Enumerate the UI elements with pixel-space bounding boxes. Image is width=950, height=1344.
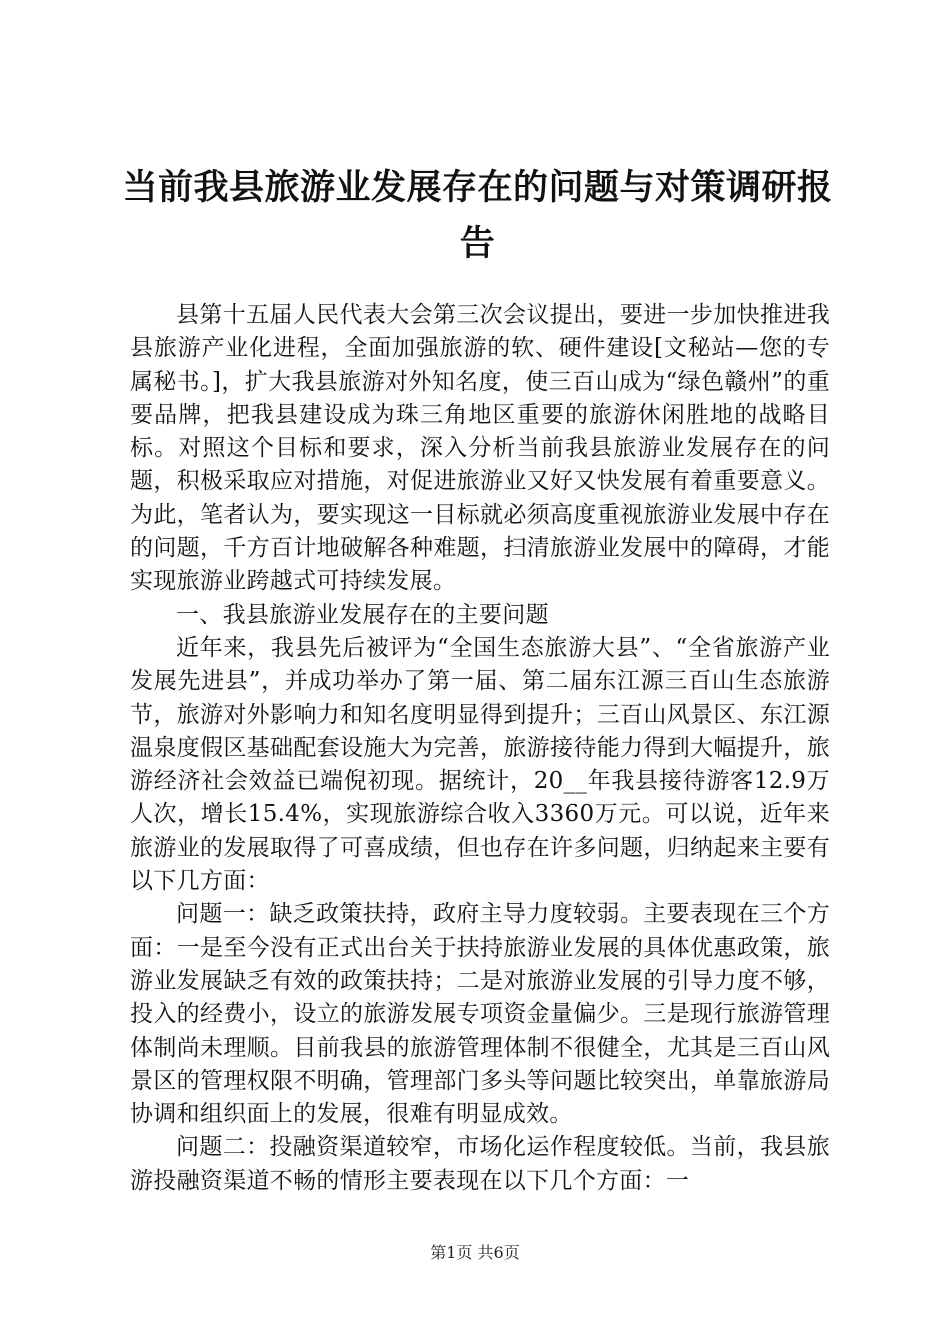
section-heading: 一、我县旅游业发展存在的主要问题 xyxy=(176,601,549,628)
document-body xyxy=(130,299,830,1198)
paragraph-intro: 县第十五届人民代表大会第三次会议提出，要进一步加快推进我县旅游产业化进程，全面加强旅游的软、硬件建设[文秘站—您的专属秘书。]，扩大我县旅游对外知名度，使三百山成为“绿色赣州”的重要品牌，把我县建设成为珠三角地区重要的旅游休闲胜地的战略目标。对照这个目标和要求，深入分析当前我县旅游业发展存在的问题，积极采取应对措施，对促进旅游业又好又快发展有着重要意义。为此，笔者认为，要实现这一目标就必须高度重视旅游业发展中存在的问题，千方百计地破解各种难题，扫清旅游业发展中的障碍，才能实现旅游业跨越式可持续发展。 xyxy=(130,302,830,595)
document-title: 当前我县旅游业发展存在的问题与对策调研报告 xyxy=(122,168,833,264)
paragraph-problem-two: 问题二：投融资渠道较窄，市场化运作程度较低。当前，我县旅游投融资渠道不畅的情形主要表现在以下几个方面：一 xyxy=(130,1134,830,1194)
page-footer: 第1页 共6页 xyxy=(430,1243,520,1262)
paragraph-problem-one: 问题一：缺乏政策扶持，政府主导力度较弱。主要表现在三个方面：一是至今没有正式出台关于扶持旅游业发展的具体优惠政策，旅游业发展缺乏有效的政策扶持；二是对旅游业发展的引导力度不够，投入的经费小，设立的旅游发展专项资金量偏少。三是现行旅游管理体制尚未理顺。目前我县的旅游管理体制不很健全，尤其是三百山风景区的管理权限不明确，管理部门多头等问题比较突出，单靠旅游局协调和组织面上的发展，很难有明显成效。 xyxy=(130,901,830,1128)
paragraph-overview: 近年来，我县先后被评为“全国生态旅游大县”、“全省旅游产业发展先进县”，并成功举办了第一届、第二届东江源三百山生态旅游节，旅游对外影响力和知名度明显得到提升；三百山风景区、东江源温泉度假区基础配套设施大为完善，旅游接待能力得到大幅提升，旅游经济社会效益已端倪初现。据统计，20__年我县接待游客12.9万人次，增长15.4%，实现旅游综合收入3360万元。可以说，近年来旅游业的发展取得了可喜成绩，但也存在许多问题，归纳起来主要有以下几方面： xyxy=(130,634,830,895)
